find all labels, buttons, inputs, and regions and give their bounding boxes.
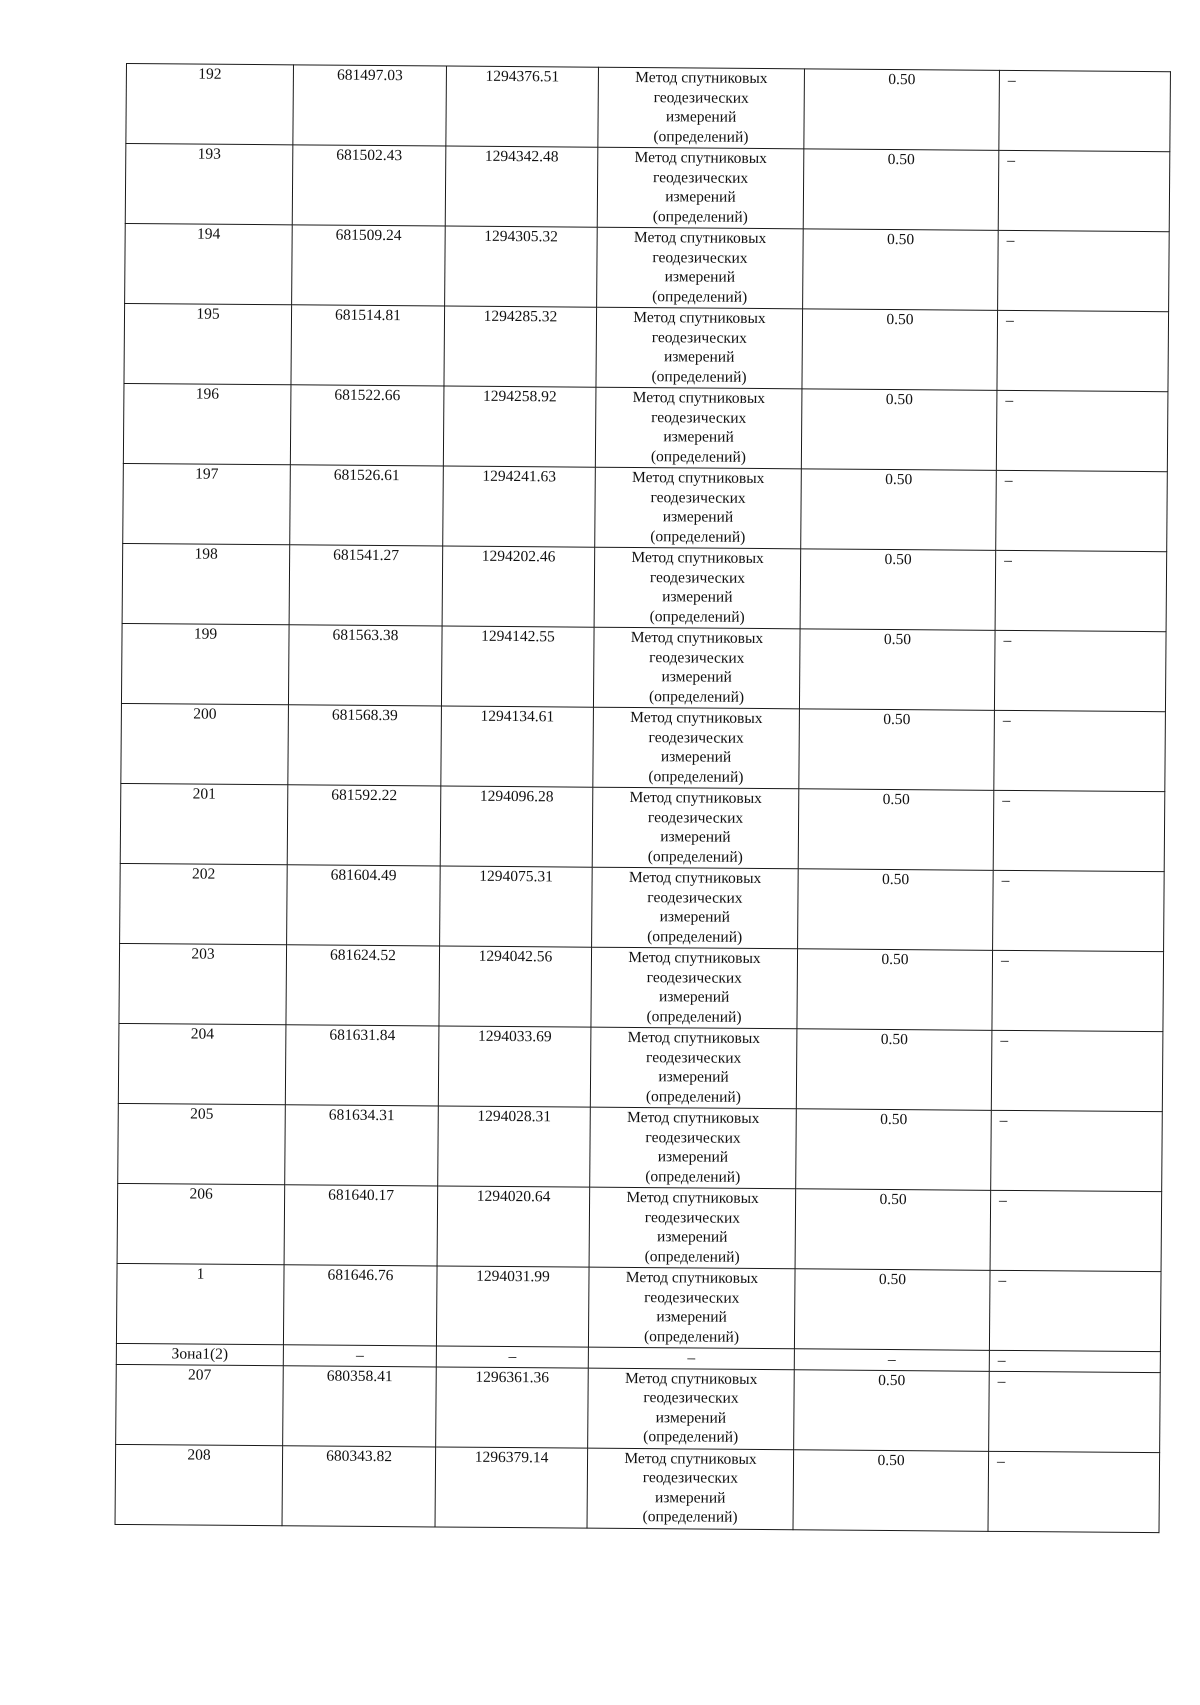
method-text-line: геодезических — [642, 1469, 739, 1487]
method-cell — [594, 547, 801, 629]
method-text-line: геодезических — [648, 728, 744, 747]
accuracy-cell: 0.50 — [793, 1449, 989, 1531]
method-cell — [587, 1448, 794, 1530]
method-text-line: геодезических — [652, 168, 749, 187]
point-number-cell: 201 — [120, 783, 288, 864]
method-text-line: измерений — [661, 668, 732, 686]
point-number-cell: 195 — [124, 303, 292, 384]
table-row — [116, 1263, 1161, 1351]
table-row — [120, 863, 1165, 951]
accuracy-cell: – — [794, 1349, 989, 1371]
point-number-cell: 196 — [123, 383, 291, 464]
method-text-line: (определений) — [645, 1167, 741, 1186]
description-cell: – — [999, 70, 1171, 151]
method-text-line: Метод спутниковых — [629, 788, 762, 808]
method-text-line: геодезических — [647, 808, 744, 827]
x-coordinate-cell: 681624.52 — [286, 945, 440, 1026]
x-coordinate-cell: 681646.76 — [283, 1265, 437, 1346]
method-cell — [592, 867, 799, 949]
method-text-line: Метод спутниковых — [624, 1369, 758, 1388]
table-row — [118, 1103, 1163, 1191]
method-text-line: Метод спутниковых — [633, 228, 767, 248]
accuracy-cell: 0.50 — [799, 629, 995, 711]
table-row — [125, 144, 1170, 232]
x-coordinate-cell: 681604.49 — [287, 865, 441, 946]
table-row — [124, 303, 1169, 391]
method-text-line: Метод спутниковых — [632, 468, 765, 488]
method-text-line: геодезических — [646, 1048, 742, 1067]
description-cell: – — [995, 550, 1167, 631]
method-text-line: геодезических — [651, 328, 748, 347]
table-row — [121, 623, 1166, 711]
method-cell — [588, 1267, 795, 1349]
method-text-line: (определений) — [642, 1508, 738, 1526]
accuracy-cell: 0.50 — [798, 789, 994, 871]
accuracy-cell: 0.50 — [797, 949, 993, 1031]
method-text-line: геодезических — [644, 1208, 741, 1227]
point-number-cell: 194 — [125, 223, 293, 304]
method-text-line: измерений — [665, 188, 736, 206]
table-row — [120, 783, 1165, 871]
description-cell: – — [994, 630, 1166, 711]
x-coordinate-cell: 681514.81 — [291, 305, 445, 386]
point-number-cell: 202 — [120, 863, 288, 944]
y-coordinate-cell: – — [436, 1346, 588, 1368]
y-coordinate-cell: 1294031.99 — [436, 1266, 589, 1347]
y-coordinate-cell: 1294075.31 — [440, 866, 593, 947]
description-cell: – — [996, 470, 1168, 551]
description-cell: – — [988, 1451, 1160, 1532]
y-coordinate-cell: 1296361.36 — [436, 1366, 589, 1447]
method-text-line: Метод спутниковых — [627, 1028, 761, 1048]
point-number-cell: 200 — [121, 703, 289, 784]
y-coordinate-cell: 1296379.14 — [435, 1446, 588, 1527]
method-text-line: Метод спутниковых — [632, 388, 766, 408]
accuracy-cell: 0.50 — [796, 1109, 992, 1191]
method-text-line: измерений — [664, 268, 736, 286]
y-coordinate-cell: 1294033.69 — [438, 1026, 591, 1107]
accuracy-cell: 0.50 — [794, 1269, 990, 1351]
method-text-line: (определений) — [648, 687, 745, 706]
method-text-line: – — [687, 1349, 696, 1367]
table-row — [126, 64, 1171, 152]
y-coordinate-cell: 1294020.64 — [437, 1186, 590, 1267]
point-number-cell: 205 — [118, 1103, 286, 1184]
x-coordinate-cell: – — [283, 1345, 436, 1367]
method-text-line: (определений) — [650, 447, 747, 466]
method-text-line: (определений) — [648, 767, 744, 786]
x-coordinate-cell: 681640.17 — [284, 1185, 438, 1266]
method-cell — [595, 467, 802, 549]
method-cell — [592, 787, 799, 869]
y-coordinate-cell: 1294376.51 — [446, 66, 599, 147]
method-cell — [589, 1187, 796, 1269]
method-text-line: (определений) — [643, 1428, 739, 1446]
point-number-cell: 204 — [118, 1023, 286, 1104]
method-text-line: Метод спутниковых — [633, 308, 766, 328]
method-text-line: геодезических — [649, 648, 745, 667]
table-row — [121, 703, 1166, 791]
method-text-line: измерений — [662, 508, 734, 526]
point-number-cell: 1 — [116, 1263, 284, 1344]
method-text-line: измерений — [663, 428, 734, 446]
coordinates-table — [115, 63, 1171, 1533]
method-text-line: (определений) — [652, 287, 748, 306]
method-text-line: измерений — [654, 1488, 726, 1507]
accuracy-cell: 0.50 — [804, 69, 1000, 151]
x-coordinate-cell: 681563.38 — [288, 625, 442, 706]
description-cell: – — [991, 1110, 1163, 1191]
method-text-line: измерений — [658, 1068, 729, 1086]
y-coordinate-cell: 1294305.32 — [445, 226, 598, 307]
accuracy-cell: 0.50 — [796, 1029, 992, 1111]
x-coordinate-cell: 681541.27 — [289, 545, 443, 626]
x-coordinate-cell: 681634.31 — [285, 1105, 439, 1186]
method-text-line: Метод спутниковых — [626, 1188, 759, 1208]
method-text-line: (определений) — [644, 1247, 740, 1266]
method-text-line: геодезических — [649, 568, 746, 587]
description-cell: – — [992, 950, 1164, 1031]
x-coordinate-cell: 681592.22 — [287, 785, 441, 866]
method-cell — [591, 947, 798, 1029]
y-coordinate-cell: 1294241.63 — [443, 466, 596, 547]
method-cell — [590, 1107, 797, 1189]
description-cell: – — [998, 230, 1170, 311]
method-cell — [593, 627, 800, 709]
method-text-line: измерений — [662, 588, 733, 606]
y-coordinate-cell: 1294202.46 — [442, 546, 595, 627]
description-cell: – — [990, 1190, 1162, 1271]
method-text-line: (определений) — [653, 127, 749, 146]
method-text-line: геодезических — [643, 1389, 739, 1407]
x-coordinate-cell: 681502.43 — [292, 145, 446, 226]
accuracy-cell: 0.50 — [794, 1369, 990, 1451]
table-row — [116, 1364, 1161, 1452]
table-row — [123, 463, 1168, 551]
point-number-cell: 193 — [125, 144, 293, 225]
accuracy-cell: 0.50 — [795, 1189, 991, 1271]
method-text-line: Метод спутниковых — [634, 148, 768, 168]
point-number-cell: 198 — [122, 543, 290, 624]
coordinates-table-body — [115, 64, 1170, 1533]
method-text-line: геодезических — [645, 1128, 741, 1147]
y-coordinate-cell: 1294028.31 — [438, 1106, 591, 1187]
method-text-line: измерений — [660, 748, 732, 766]
method-cell — [588, 1368, 795, 1450]
x-coordinate-cell: 681568.39 — [288, 705, 442, 786]
method-text-line: Метод спутниковых — [628, 948, 761, 968]
x-coordinate-cell: 680343.82 — [282, 1445, 436, 1526]
method-text-line: Метод спутниковых — [630, 708, 763, 728]
method-cell — [598, 67, 805, 149]
accuracy-cell: 0.50 — [800, 549, 996, 631]
method-cell — [593, 707, 800, 789]
table-row — [123, 383, 1168, 471]
x-coordinate-cell: 680358.41 — [283, 1365, 437, 1446]
method-text-line: (определений) — [647, 927, 743, 946]
point-number-cell: 208 — [115, 1444, 283, 1525]
point-number-cell: 197 — [123, 463, 291, 544]
method-text-line: измерений — [658, 988, 730, 1006]
description-cell: – — [993, 790, 1165, 871]
accuracy-cell: 0.50 — [801, 469, 997, 551]
method-text-line: геодезических — [646, 968, 743, 987]
method-text-line: геодезических — [653, 88, 749, 107]
y-coordinate-cell: 1294096.28 — [440, 786, 593, 867]
y-coordinate-cell: 1294042.56 — [439, 946, 592, 1027]
x-coordinate-cell: 681631.84 — [285, 1025, 439, 1106]
point-number-cell: Зона1(2) — [116, 1343, 283, 1365]
accuracy-cell: 0.50 — [803, 229, 999, 311]
table-row — [115, 1444, 1160, 1532]
method-text-line: геодезических — [652, 248, 748, 267]
method-text-line: Метод спутниковых — [628, 868, 762, 888]
accuracy-cell: 0.50 — [798, 869, 994, 951]
table-row — [119, 943, 1164, 1031]
point-number-cell: 207 — [116, 1364, 284, 1445]
method-cell — [597, 227, 804, 309]
method-cell — [590, 1027, 797, 1109]
method-text-line: Метод спутниковых — [630, 628, 764, 648]
description-cell: – — [998, 150, 1170, 231]
table-row — [117, 1183, 1162, 1271]
method-text-line: (определений) — [643, 1327, 740, 1346]
method-text-line: (определений) — [649, 607, 745, 626]
y-coordinate-cell: 1294285.32 — [444, 306, 597, 387]
method-text-line: Метод спутниковых — [625, 1268, 759, 1288]
point-number-cell: 192 — [126, 64, 294, 145]
method-text-line: геодезических — [650, 488, 746, 507]
method-text-line: геодезических — [647, 888, 743, 907]
description-cell: – — [993, 870, 1165, 951]
point-number-cell: 199 — [121, 623, 289, 704]
method-text-line: Метод спутниковых — [635, 69, 768, 88]
method-cell — [588, 1347, 794, 1369]
method-cell — [596, 307, 803, 389]
method-text-line: измерений — [660, 828, 731, 846]
description-cell: – — [996, 390, 1168, 471]
method-text-line: (определений) — [650, 527, 746, 546]
table-row — [125, 223, 1170, 311]
accuracy-cell: 0.50 — [801, 389, 997, 471]
method-text-line: геодезических — [651, 408, 747, 427]
method-text-line: геодезических — [644, 1288, 740, 1307]
description-cell: – — [989, 1350, 1160, 1372]
x-coordinate-cell: 681509.24 — [292, 225, 446, 306]
accuracy-cell: 0.50 — [802, 309, 998, 391]
table-row — [122, 543, 1167, 631]
description-cell: – — [991, 1030, 1163, 1111]
method-cell — [595, 387, 802, 469]
description-cell: – — [989, 1270, 1161, 1351]
table-row — [118, 1023, 1163, 1111]
method-text-line: измерений — [657, 1148, 729, 1166]
method-text-line: Метод спутниковых — [631, 548, 764, 568]
method-text-line: измерений — [663, 348, 735, 366]
description-cell: – — [997, 310, 1169, 391]
description-cell: – — [994, 710, 1166, 791]
method-text-line: (определений) — [645, 1087, 741, 1106]
method-text-line: Метод спутниковых — [624, 1449, 757, 1468]
method-text-line: (определений) — [652, 207, 748, 226]
point-number-cell: 206 — [117, 1183, 285, 1264]
accuracy-cell: 0.50 — [803, 149, 999, 231]
method-text-line: измерений — [657, 1228, 728, 1246]
y-coordinate-cell: 1294134.61 — [441, 706, 594, 787]
y-coordinate-cell: 1294258.92 — [443, 386, 596, 467]
method-text-line: измерений — [659, 908, 731, 926]
x-coordinate-cell: 681497.03 — [293, 65, 447, 146]
point-number-cell: 203 — [119, 943, 287, 1024]
description-cell: – — [989, 1371, 1161, 1452]
y-coordinate-cell: 1294342.48 — [445, 146, 598, 227]
method-text-line: измерений — [655, 1408, 727, 1427]
method-text-line: (определений) — [651, 367, 747, 386]
x-coordinate-cell: 681526.61 — [290, 465, 444, 546]
x-coordinate-cell: 681522.66 — [290, 385, 444, 466]
method-cell — [597, 147, 804, 229]
y-coordinate-cell: 1294142.55 — [441, 626, 594, 707]
method-text-line: (определений) — [646, 1007, 742, 1026]
method-text-line: (определений) — [647, 847, 743, 866]
method-text-line: измерений — [656, 1308, 727, 1326]
method-text-line: Метод спутниковых — [626, 1108, 760, 1128]
method-text-line: измерений — [665, 108, 737, 126]
accuracy-cell: 0.50 — [799, 709, 995, 791]
